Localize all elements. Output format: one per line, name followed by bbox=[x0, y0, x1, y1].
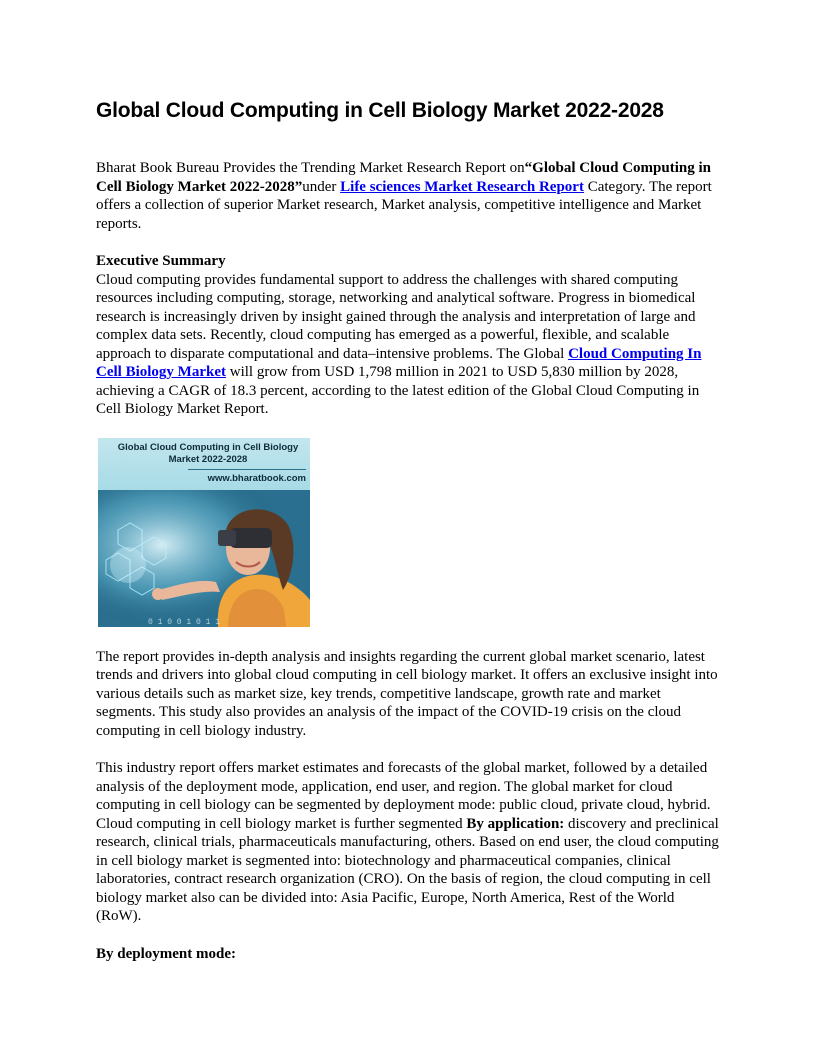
intro-paragraph bbox=[96, 159, 720, 233]
report-cover-image bbox=[98, 438, 310, 627]
deployment-mode-heading-block bbox=[96, 945, 720, 964]
life-sciences-report-link[interactable]: Life sciences Market Research Report bbox=[340, 178, 584, 195]
cloud-computing-market-link[interactable]: Cloud Computing In Cell Biology Market bbox=[96, 345, 702, 380]
analysis-paragraph: The report provides in-depth analysis and insights regarding the current global market scenario, latest trends and drivers into global cloud computing in cell biology market. It offers an exclusive insight into various details such as market size, key trends, competitive landscape, growth rate and market segments. This study also provides an analysis of the impact of the COVID-19 crisis on the cloud computing in cell biology industry. bbox=[96, 648, 718, 739]
intro-under: under bbox=[302, 178, 341, 195]
intro-tail: Category. The report offers a collection of superior Market research, Market analysis, competitive intelligence and Market reports. bbox=[96, 178, 712, 232]
cover-url: www.bharatbook.com bbox=[207, 472, 306, 484]
intro-report-name: “Global Cloud Computing in Cell Biology Market 2022-2028” bbox=[96, 160, 711, 195]
by-application-label: By application: bbox=[466, 815, 565, 832]
document-page bbox=[96, 96, 720, 982]
executive-summary-heading: Executive Summary bbox=[96, 253, 226, 269]
cover-header bbox=[98, 438, 310, 490]
deployment-mode-heading: By deployment mode: bbox=[96, 945, 236, 962]
segmentation-paragraph bbox=[96, 759, 720, 926]
intro-lead: Bharat Book Bureau Provides the Trending Market Research Report on bbox=[96, 160, 525, 176]
cover-divider bbox=[188, 469, 306, 470]
vr-headset-woman-illustration bbox=[98, 490, 310, 627]
page-title: Global Cloud Computing in Cell Biology Market 2022-2028 bbox=[96, 99, 664, 122]
segmentation-text-1: This industry report offers market estimates and forecasts of the global market, followed by a detailed analysis of the deployment mode, application, end user, and region. The global market for cloud computing in cell biology can be segmented by deployment mode: public cloud, private cloud, hybrid. Cloud computing in cell biology market is further segmented bbox=[96, 760, 711, 832]
segmentation-text-2: discovery and preclinical research, clinical trials, pharmaceuticals manufacturing, others. Based on end user, the cloud computing in cell biology market is segmented into: biotechnology and pharmaceutical companies, clinical laboratories, contract research organization (CRO). On the basis of region, the cloud computing in cell biology market also can be divided into: Asia Pacific, Europe, North America, Rest of the World (RoW). bbox=[96, 815, 719, 924]
svg-text:0 1 0 0 1 0 1 1: 0 1 0 0 1 0 1 1 bbox=[148, 617, 221, 627]
exec-text-2: will grow from USD 1,798 million in 2021 to USD 5,830 million by 2028, achieving a CAGR of 18.3 percent, according to the latest edition of the Global Cloud Computing in Cell Biology Market Report. bbox=[96, 364, 700, 417]
executive-summary bbox=[96, 252, 720, 419]
exec-text-1: Cloud computing provides fundamental support to address the challenges with shared computing resources including computing, storage, networking and analytical software. Progress in biomedical research is increasingly driven by insight gained through the analysis and interpretation of large and complex data sets. Recently, cloud computing has emerged as a powerful, flexible, and scalable approach to disparate computational and data–intensive problems. The Global bbox=[96, 271, 696, 362]
cover-title: Global Cloud Computing in Cell Biology Market 2022-2028 bbox=[117, 441, 299, 465]
